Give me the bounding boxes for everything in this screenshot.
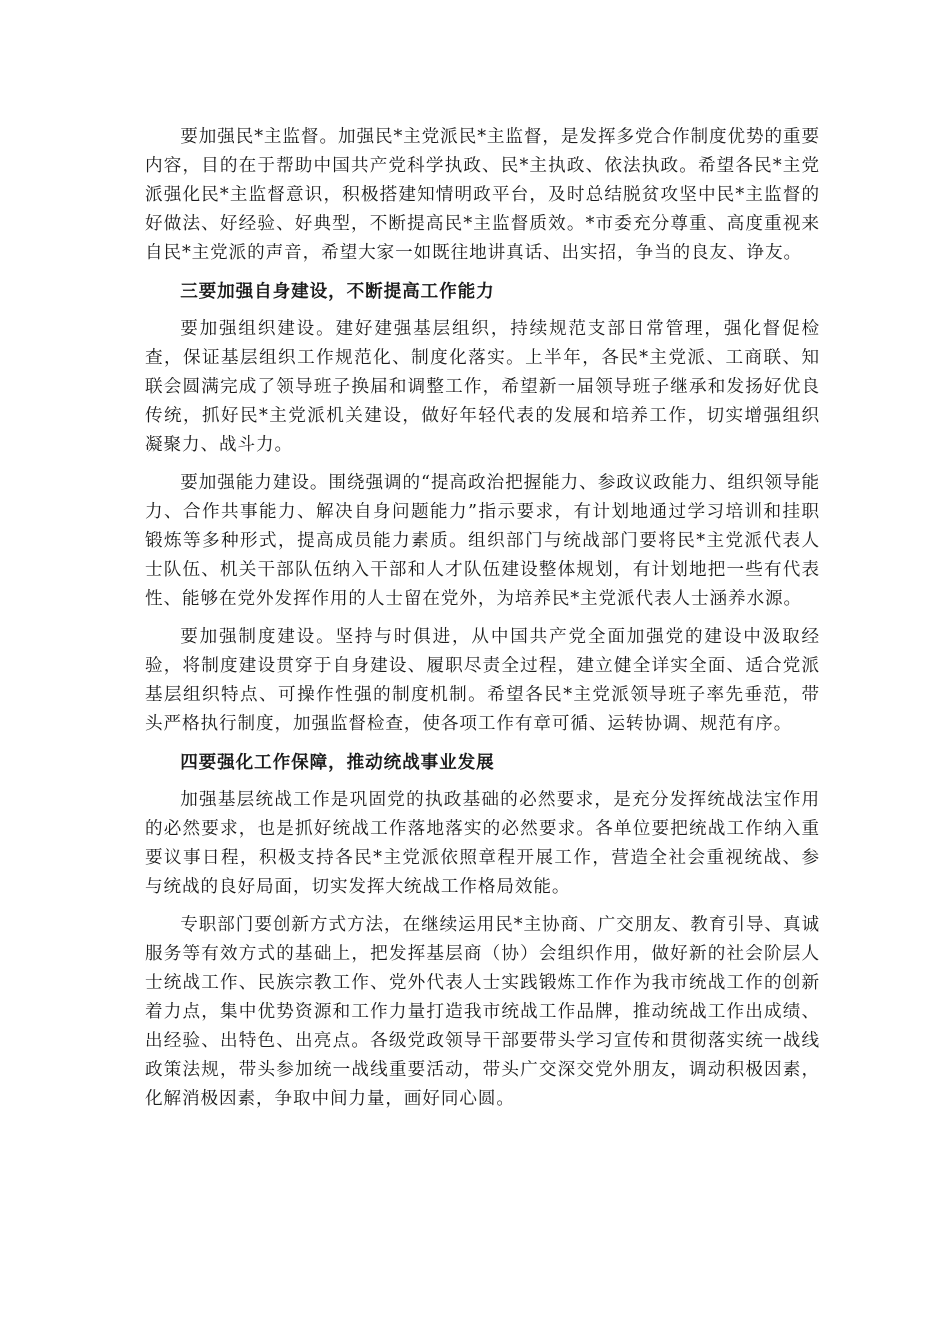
section-heading-3: 三要加强自身建设，不断提高工作能力 [180,281,495,302]
paragraph-institution: 要加强制度建设。坚持与时俱进，从中国共产党全面加强党的建设中汲取经验，将制度建设贯穿于自身建设、履职尽责全过程，建立健全详实全面、适合党派基层组织特点、可操作性强的制度机制。希望各民*主党派领导班子率先垂范，带头严格执行制度，加强监督检查，使各项工作有章可循、运转协调、规范有序。 [145,627,820,734]
paragraph-organization: 要加强组织建设。建好建强基层组织，持续规范支部日常管理，强化督促检查，保证基层组织工作规范化、制度化落实。上半年，各民*主党派、工商联、知联会圆满完成了领导班子换届和调整工作，希望新一届领导班子继承和发扬好优良传统，抓好民*主党派机关建设，做好年轻代表的发展和培养工作，切实增强组织凝聚力、战斗力。 [145,319,820,455]
paragraph-grassroots: 加强基层统战工作是巩固党的执政基础的必然要求，是充分发挥统战法宝作用的必然要求，也是抓好统战工作落地落实的必然要求。各单位要把统战工作纳入重要议事日程，积极支持各民*主党派依照章程开展工作，营造全社会重视统战、参与统战的良好局面，切实发挥大统战工作格局效能。 [145,790,820,897]
paragraph-supervision: 要加强民*主监督。加强民*主党派民*主监督，是发挥多党合作制度优势的重要内容，目的在于帮助中国共产党科学执政、民*主执政、依法执政。希望各民*主党派强化民*主监督意识，积极搭建知情明政平台，及时总结脱贫攻坚中民*主监督的好做法、好经验、好典型，不断提高民*主监督质效。*市委充分尊重、高度重视来自民*主党派的声音，希望大家一如既往地讲真话、出实招，争当的良友、诤友。 [145,127,820,263]
section-heading-4: 四要强化工作保障，推动统战事业发展 [180,752,495,773]
paragraph-departments: 专职部门要创新方式方法，在继续运用民*主协商、广交朋友、教育引导、真诚服务等有效方式的基础上，把发挥基层商（协）会组织作用，做好新的社会阶层人士统战工作、民族宗教工作、党外代表人士实践锻炼工作作为我市统战工作的创新着力点，集中优势资源和工作力量打造我市统战工作品牌，推动统战工作出成绩、出经验、出特色、出亮点。各级党政领导干部要带头学习宣传和贯彻落实统一战线政策法规，带头参加统一战线重要活动，带头广交深交党外朋友，调动积极因素，化解消极因素，争取中间力量，画好同心圆。 [145,915,820,1109]
document-body [145,123,820,1123]
paragraph-capability: 要加强能力建设。围绕强调的“提高政治把握能力、参政议政能力、组织领导能力、合作共事能力、解决自身问题能力”指示要求，有计划地通过学习培训和挂职锻炼等多种形式，提高成员能力素质。组织部门与统战部门要将民*主党派代表人士队伍、机关干部队伍纳入干部和人才队伍建设整体规划，有计划地把一些有代表性、能够在党外发挥作用的人士留在党外，为培养民*主党派代表人士涵养水源。 [145,473,820,609]
